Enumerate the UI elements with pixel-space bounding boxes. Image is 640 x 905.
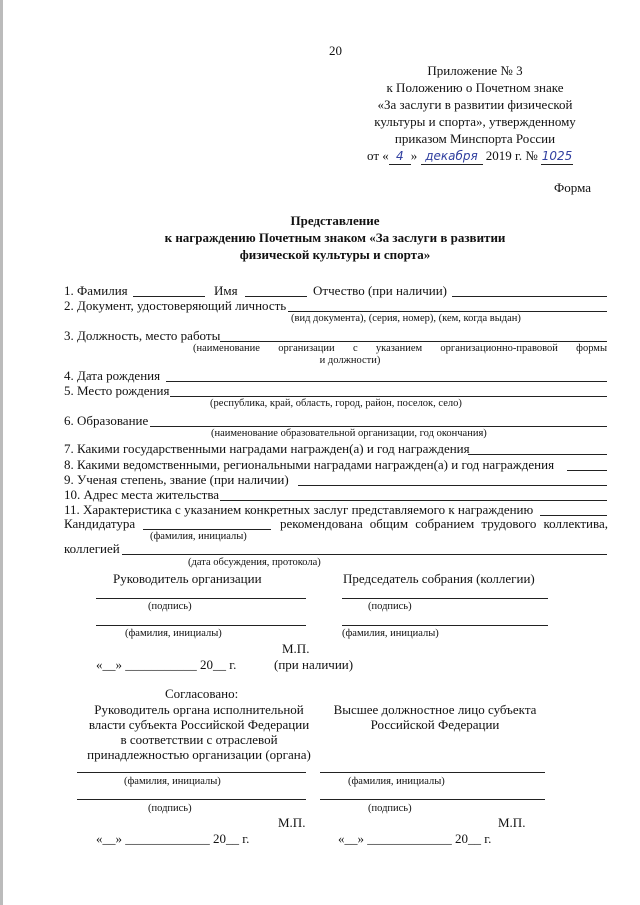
recommended-text: рекомендована общим собранием трудового коллектива, (280, 516, 608, 531)
exec-name-line[interactable] (77, 772, 306, 773)
date-mid: » (410, 148, 418, 163)
last-name-line[interactable] (133, 296, 205, 297)
top-official-name-hint: (фамилия, инициалы) (348, 776, 445, 787)
chair-sign-line[interactable] (342, 598, 548, 599)
first-name-line[interactable] (245, 296, 307, 297)
org-head-sign-hint: (подпись) (148, 601, 192, 612)
handwritten-day: 4 (389, 149, 411, 165)
field-education-label: 6. Образование (64, 413, 149, 428)
degree-line[interactable] (298, 485, 607, 486)
appendix-line-1: Приложение № 3 (427, 63, 523, 78)
field-dept-awards-label: 8. Какими ведомственными, региональными наградами награжден(а) и год награждения (64, 457, 555, 472)
stamp-note: (при наличии) (274, 657, 354, 672)
exec-line-1: Руководитель органа исполнительной (94, 702, 304, 717)
candidate-label: Кандидатура (64, 516, 136, 531)
candidate-hint: (фамилия, инициалы) (150, 531, 247, 542)
position-hint-1: (наименование организации с указанием организационно-правовой формы (193, 343, 607, 354)
top-official-sign-line[interactable] (320, 799, 545, 800)
exec-line-4: принадлежностью организации (органа) (87, 747, 311, 762)
field-state-awards-label: 7. Какими государственными наградами награжден(а) и год награждения (64, 441, 470, 456)
org-head-name-line[interactable] (96, 625, 306, 626)
position-line[interactable] (220, 341, 607, 342)
top-official-stamp-place: М.П. (498, 815, 526, 830)
appendix-line-3: «За заслуги в развитии физической (377, 97, 573, 112)
title-line-2: к награждению Почетным знаком «За заслуги в развитии (164, 230, 506, 245)
title-line-1: Представление (290, 213, 380, 228)
collegium-hint: (дата обсуждения, протокола) (188, 557, 321, 568)
exec-stamp-place: М.П. (278, 815, 306, 830)
date-prefix: от « (367, 148, 389, 163)
exec-sign-line[interactable] (77, 799, 306, 800)
chair-name-line[interactable] (342, 625, 548, 626)
exec-date: «__» _____________ 20__ г. (96, 831, 250, 846)
birth-date-line[interactable] (166, 381, 607, 382)
position-hint-2: и должности) (319, 355, 381, 366)
org-head-sign-line[interactable] (96, 598, 306, 599)
top-official-name-line[interactable] (320, 772, 545, 773)
birth-place-line[interactable] (170, 396, 607, 397)
field-document-label: 2. Документ, удостоверяющий личность (64, 298, 287, 313)
address-line[interactable] (220, 500, 607, 501)
dept-awards-line[interactable] (567, 470, 607, 471)
sign-date: «__» ___________ 20__ г. (96, 657, 237, 672)
collegium-line[interactable] (122, 554, 607, 555)
appendix-line-2: к Положению о Почетном знаке (386, 80, 564, 95)
top-official-date: «__» _____________ 20__ г. (338, 831, 492, 846)
page-number: 20 (329, 43, 342, 58)
appendix-line-5: приказом Минспорта России (394, 131, 556, 146)
chair-name-hint: (фамилия, инициалы) (342, 628, 439, 639)
field-birth-place-label: 5. Место рождения (64, 383, 170, 398)
exec-name-hint: (фамилия, инициалы) (124, 776, 221, 787)
form-label: Форма (554, 180, 591, 195)
top-official-sign-hint: (подпись) (368, 803, 412, 814)
field-address-label: 10. Адрес места жительства (64, 487, 220, 502)
field-degree-label: 9. Ученая степень, звание (при наличии) (64, 472, 289, 487)
field-merits-label: 11. Характеристика с указанием конкретных заслуг представляемого к награждению (64, 502, 534, 517)
scan-edge (0, 0, 3, 905)
handwritten-month: декабря (421, 149, 483, 165)
date-year: 2019 г. № (485, 148, 538, 163)
org-head-name-hint: (фамилия, инициалы) (125, 628, 222, 639)
top-official-line-2: Российской Федерации (370, 717, 500, 732)
birth-place-hint: (республика, край, область, город, район, поселок, село) (210, 398, 462, 409)
education-hint: (наименование образовательной организации, год окончания) (211, 428, 487, 439)
exec-line-2: власти субъекта Российской Федерации (88, 717, 310, 732)
field-position-label: 3. Должность, место работы (64, 328, 221, 343)
title-line-3: физической культуры и спорта» (239, 247, 431, 262)
agreed-label: Согласовано: (165, 686, 239, 701)
org-head-label: Руководитель организации (113, 571, 262, 586)
top-official-line-1: Высшее должностное лицо субъекта (333, 702, 537, 717)
handwritten-number: 1025 (541, 149, 573, 163)
appendix-date (367, 148, 573, 165)
field-patronymic-label: Отчество (при наличии) (313, 283, 448, 298)
document-line[interactable] (288, 311, 607, 312)
chair-label: Председатель собрания (коллегии) (343, 571, 535, 586)
collegium-label: коллегией (64, 541, 120, 556)
candidate-line[interactable] (143, 529, 271, 530)
appendix-line-4: культуры и спорта», утвержденному (374, 114, 576, 129)
stamp-place: М.П. (282, 641, 310, 656)
patronymic-line[interactable] (452, 296, 607, 297)
field-first-name-label: Имя (214, 283, 238, 298)
exec-sign-hint: (подпись) (148, 803, 192, 814)
state-awards-line[interactable] (468, 454, 607, 455)
field-birth-date-label: 4. Дата рождения (64, 368, 161, 383)
exec-line-3: в соответствии с отраслевой (120, 732, 278, 747)
document-hint: (вид документа), (серия, номер), (кем, когда выдан) (291, 313, 521, 324)
field-last-name-label: 1. Фамилия (64, 283, 128, 298)
chair-sign-hint: (подпись) (368, 601, 412, 612)
education-line[interactable] (150, 426, 607, 427)
